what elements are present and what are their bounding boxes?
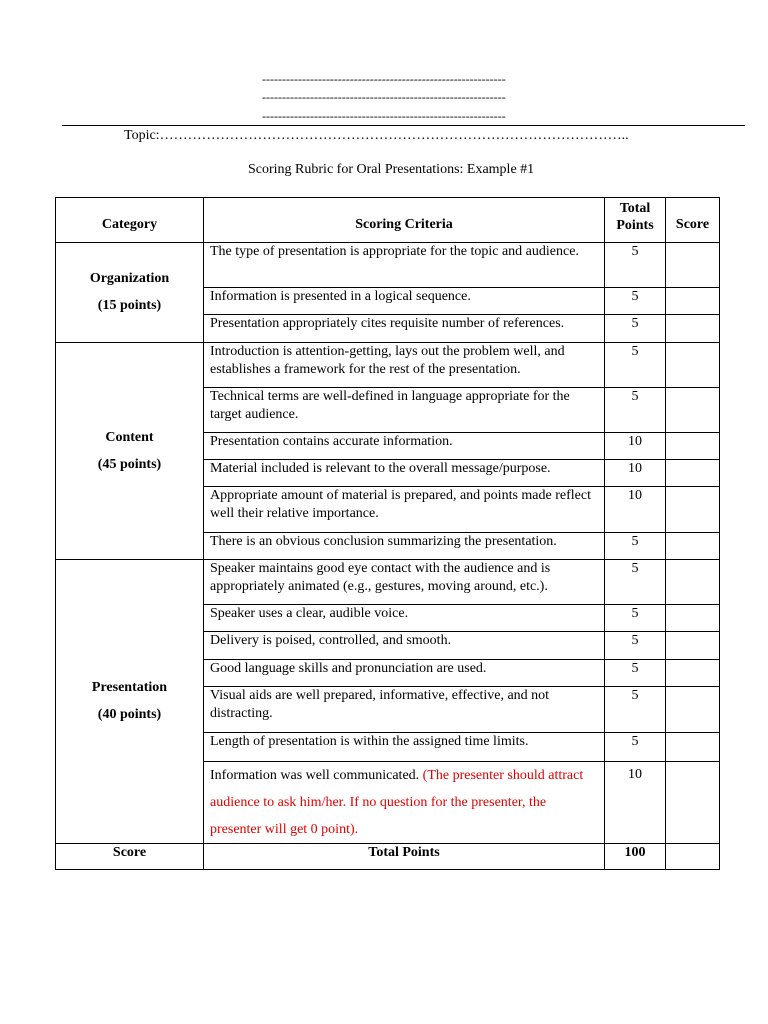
category-name: Organization [89,271,170,286]
criteria-cell: The type of presentation is appropriate for the topic and audience. [204,243,605,288]
header-category: Category [56,198,204,243]
score-cell[interactable] [666,288,720,315]
points-cell: 10 [605,460,666,487]
presenter-note: (The presenter should attract audience to ask him/her. If no question for the presenter, the presenter will get 0 point). [210,768,584,837]
criteria-cell: Visual aids are well prepared, informative, effective, and not distracting. [204,687,605,733]
points-cell: 5 [605,632,666,660]
criteria-cell: Introduction is attention-getting, lays out the problem well, and establishes a framework for the rest of the presentation. [204,343,605,388]
category-content [56,343,204,560]
points-cell: 5 [605,733,666,762]
header-dash-line-3: ------------------------------------------------------------- [262,109,506,123]
criteria-cell: Speaker maintains good eye contact with the audience and is appropriately animated (e.g., gestures, moving around, etc.). [204,560,605,605]
table-row [56,343,720,388]
criteria-cell: Delivery is poised, controlled, and smooth. [204,632,605,660]
criteria-cell: Technical terms are well-defined in language appropriate for the target audience. [204,388,605,433]
points-cell: 10 [605,433,666,460]
footer-score-cell[interactable] [666,844,720,870]
category-points: (45 points) [97,456,162,472]
category-organization [56,243,204,343]
category-points: (40 points) [97,707,162,722]
points-cell: 5 [605,288,666,315]
score-cell[interactable] [666,343,720,388]
score-cell[interactable] [666,733,720,762]
rubric-table [55,197,720,870]
header-dash-line-2: ------------------------------------------------------------- [262,90,506,104]
score-cell[interactable] [666,660,720,687]
table-footer-row [56,844,720,870]
header-total-points [605,198,666,243]
criteria-cell: Length of presentation is within the assigned time limits. [204,733,605,762]
criteria-text: Information was well communicated. [210,768,420,783]
header-total-line2: Points [616,218,654,233]
score-cell[interactable] [666,487,720,533]
points-cell: 5 [605,533,666,560]
header-scoring-criteria: Scoring Criteria [204,198,605,243]
points-cell: 5 [605,315,666,343]
score-cell[interactable] [666,460,720,487]
criteria-cell: Information is presented in a logical sequence. [204,288,605,315]
category-points: (15 points) [97,298,162,313]
footer-total-value: 100 [605,844,666,870]
points-cell: 5 [605,660,666,687]
score-cell[interactable] [666,687,720,733]
points-cell: 5 [605,388,666,433]
criteria-cell: Presentation contains accurate information. [204,433,605,460]
criteria-cell: Presentation appropriately cites requisite number of references. [204,315,605,343]
table-row [56,243,720,288]
score-cell[interactable] [666,560,720,605]
score-cell[interactable] [666,243,720,288]
score-cell[interactable] [666,388,720,433]
score-cell[interactable] [666,315,720,343]
criteria-cell: Appropriate amount of material is prepared, and points made reflect well their relative importance. [204,487,605,533]
points-cell: 10 [605,762,666,844]
topic-line: Topic:……………………………………………………………………………………….. [124,128,629,143]
points-cell: 5 [605,687,666,733]
criteria-cell-with-note [204,762,605,844]
header-score: Score [666,198,720,243]
header-divider [62,125,745,126]
criteria-cell: There is an obvious conclusion summarizing the presentation. [204,533,605,560]
points-cell: 5 [605,243,666,288]
table-header-row [56,198,720,243]
header-dash-line-1: ------------------------------------------------------------- [262,72,506,86]
category-name: Content [105,429,154,445]
points-cell: 10 [605,487,666,533]
score-cell[interactable] [666,605,720,632]
footer-total-points-label: Total Points [204,844,605,870]
category-name: Presentation [91,680,168,695]
criteria-cell: Good language skills and pronunciation are used. [204,660,605,687]
score-cell[interactable] [666,433,720,460]
criteria-cell: Material included is relevant to the overall message/purpose. [204,460,605,487]
header-total-line1: Total [619,201,651,216]
footer-score-label: Score [56,844,204,870]
document-title: Scoring Rubric for Oral Presentations: Example #1 [248,162,535,177]
score-cell[interactable] [666,762,720,844]
score-cell[interactable] [666,533,720,560]
criteria-cell: Speaker uses a clear, audible voice. [204,605,605,632]
score-cell[interactable] [666,632,720,660]
category-presentation [56,560,204,844]
points-cell: 5 [605,343,666,388]
points-cell: 5 [605,560,666,605]
points-cell: 5 [605,605,666,632]
table-row [56,560,720,605]
